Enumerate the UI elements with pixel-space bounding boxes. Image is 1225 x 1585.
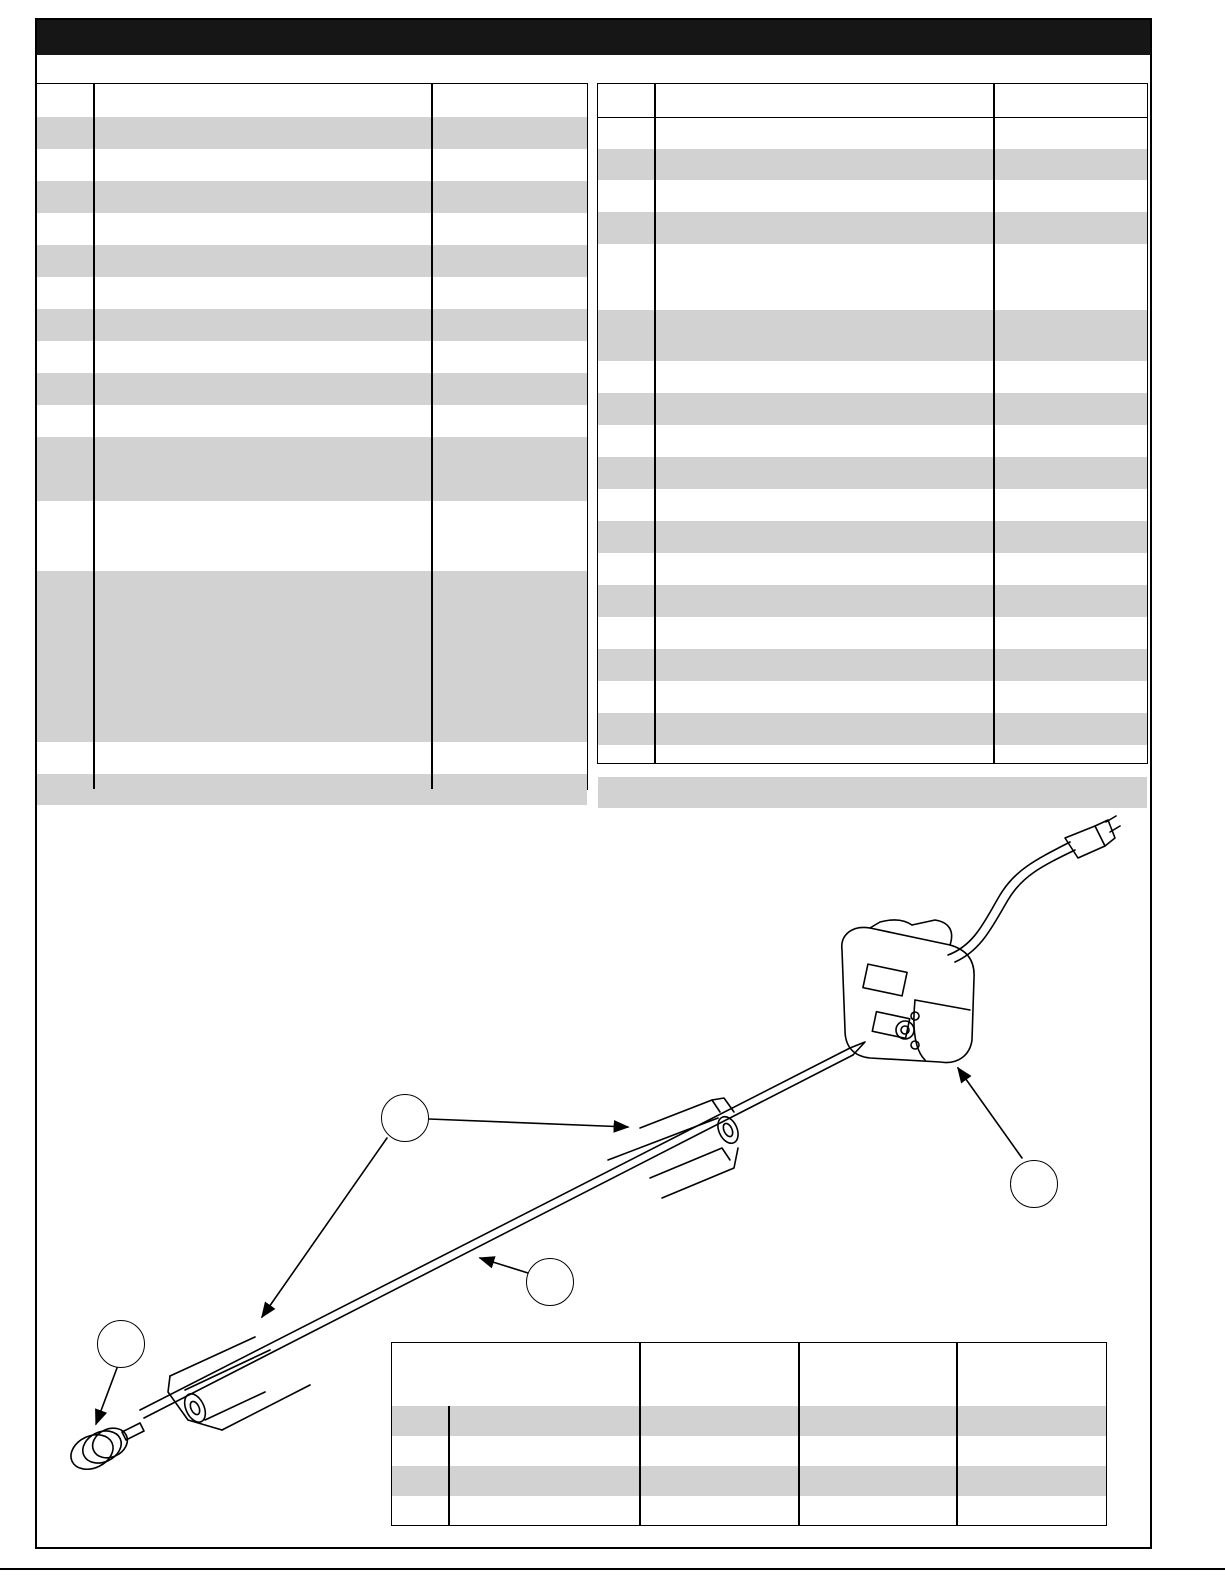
component-row xyxy=(392,1496,1106,1526)
motor-housing xyxy=(842,920,974,1063)
component-table xyxy=(391,1342,1107,1526)
footer-rule xyxy=(0,1568,1225,1570)
callout-spit-rod xyxy=(526,1258,574,1306)
component-row xyxy=(392,1466,1106,1496)
component-column-divider xyxy=(639,1343,641,1525)
component-column-divider xyxy=(448,1406,450,1525)
fork-left xyxy=(168,1337,310,1430)
component-column-divider xyxy=(956,1343,958,1525)
power-cord xyxy=(948,816,1120,962)
end-knob xyxy=(65,1423,144,1476)
component-row xyxy=(392,1406,1106,1436)
component-table-header xyxy=(392,1343,1106,1407)
component-row xyxy=(392,1436,1106,1466)
callout-counterweight xyxy=(97,1320,145,1368)
callout-motor xyxy=(1010,1160,1058,1208)
component-column-divider xyxy=(798,1343,800,1525)
callout-forks xyxy=(381,1094,429,1142)
